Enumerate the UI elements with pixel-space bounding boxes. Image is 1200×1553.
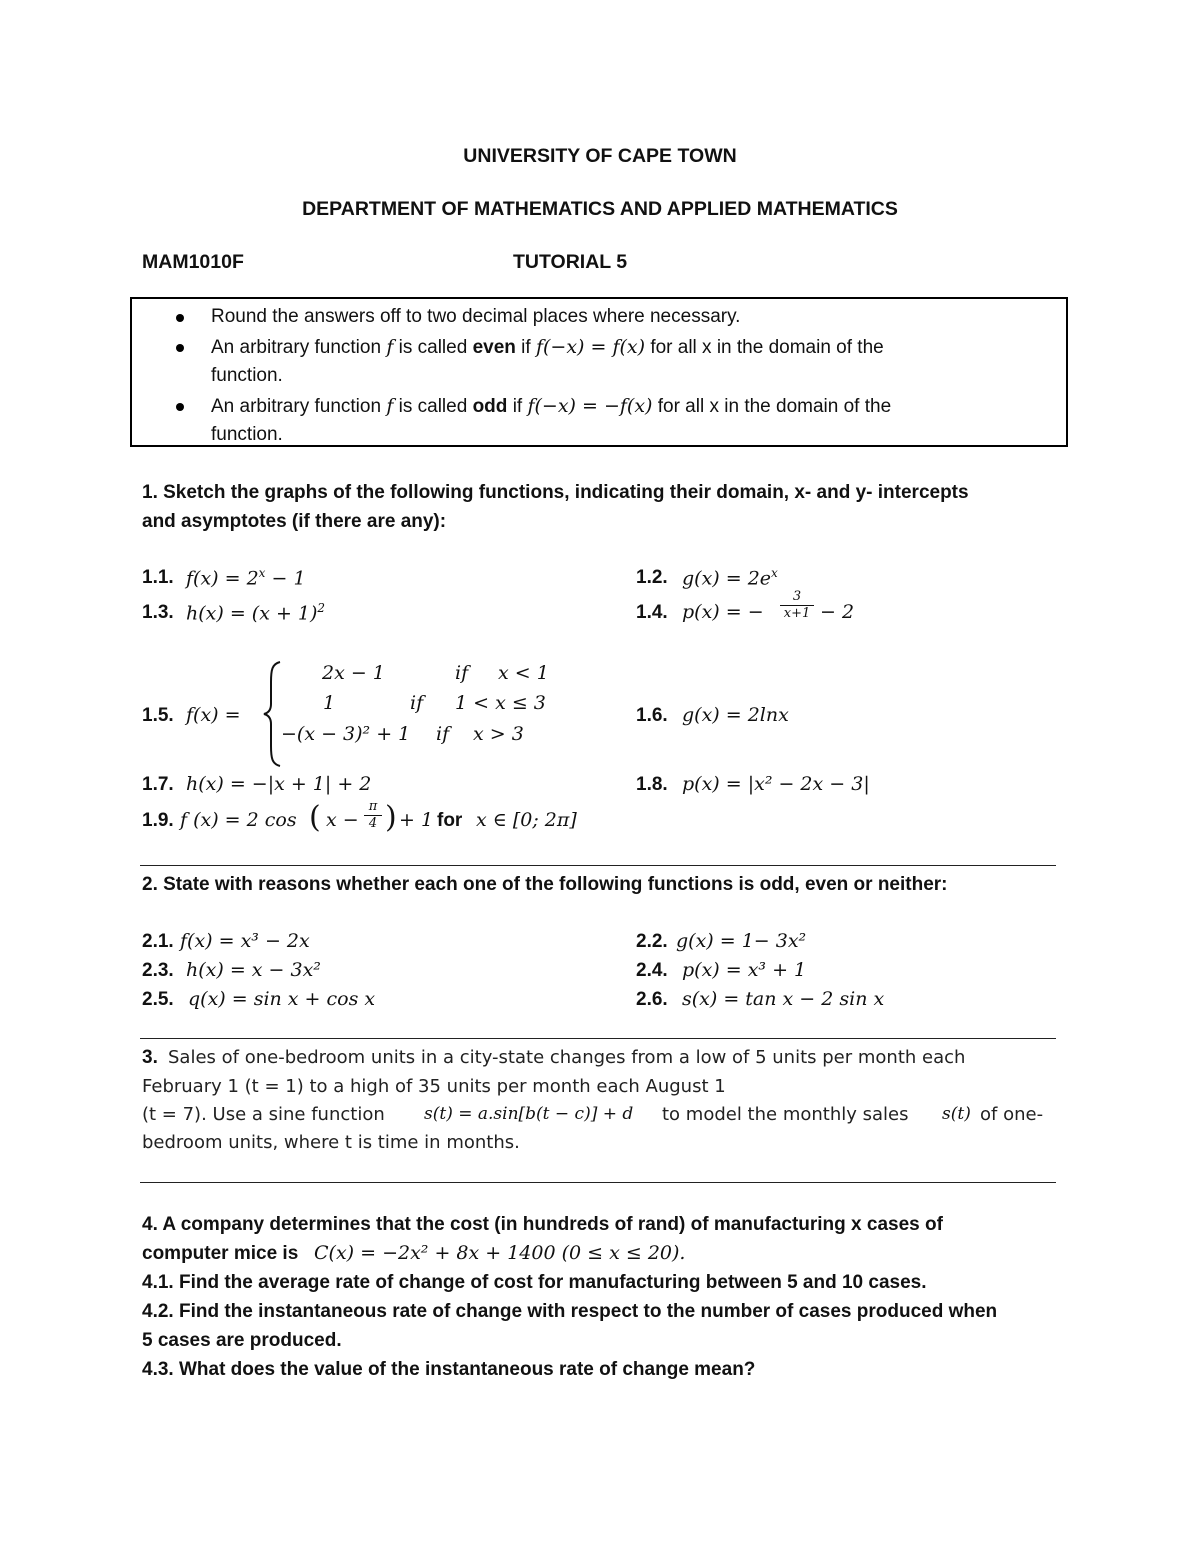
piece1-expression: 2x − 1 [322,662,385,684]
q2-5-number: 2.5. [142,989,174,1010]
q1-2-expression: $g(x) = 2e^x$ [682,566,778,590]
q3-line4: bedroom units, where t is time in months. [142,1132,520,1153]
section-divider [140,1182,1056,1183]
q2-5-expression: q(x) = sin x + cos x [188,988,376,1010]
q1-9-for: for [437,810,463,831]
q1-4-fraction: 3 x+1 [780,590,814,621]
q2-3-number: 2.3. [142,960,174,981]
q1-5-number: 1.5. [142,705,174,726]
q4-3: 4.3. What does the value of the instantaneous rate of change mean? [142,1359,756,1380]
q1-7-expression: h(x) = −|x + 1| + 2 [186,773,372,795]
university-title: UNIVERSITY OF CAPE TOWN [463,145,737,167]
q1-9-expression-a: f (x) = 2 cos [180,809,297,831]
q1-9-domain: x ∈ [0; 2π] [476,809,577,831]
left-brace-icon [262,660,286,768]
q2-2-number: 2.2. [636,931,668,952]
q1-title-line2: and asymptotes (if there are any): [142,511,447,532]
section-divider [140,865,1056,866]
q4-line2a: computer mice is [142,1243,299,1264]
q4-cost-expression: C(x) = −2x² + 8x + 1400 (0 ≤ x ≤ 20). [314,1242,686,1264]
q4-2-line2: 5 cases are produced. [142,1330,342,1351]
section-divider [140,1038,1056,1039]
q3-line3b: to model the monthly sales [662,1104,909,1125]
q2-2-expression: g(x) = 1− 3x² [676,930,807,952]
q2-3-expression: h(x) = x − 3x² [186,959,321,981]
q3-line1: Sales of one-bedroom units in a city-state changes from a low of 5 units per month each [168,1047,966,1068]
piece1-if: if [455,662,469,684]
q2-title: 2. State with reasons whether each one of the following functions is odd, even or neither: [142,874,948,895]
q1-6-number: 1.6. [636,705,668,726]
q2-4-expression: p(x) = x³ + 1 [682,959,807,981]
q1-title-line1: 1. Sketch the graphs of the following functions, indicating their domain, x- and y- intercepts [142,482,969,503]
q3-line3c: of one- [980,1104,1044,1125]
tutorial-number: TUTORIAL 5 [513,251,628,273]
q1-3-expression: $h(x) = (x + 1)^2$ [186,601,326,625]
q1-9-close-paren: ) [385,800,397,835]
piece3-expression: −(x − 3)² + 1 [281,723,411,745]
piece2-if: if [410,692,424,714]
q2-1-number: 2.1. [142,931,174,952]
piece1-condition: x < 1 [498,662,549,684]
course-code: MAM1010F [142,251,244,273]
q4-line1: 4. A company determines that the cost (in hundreds of rand) of manufacturing x cases of [142,1214,943,1235]
q1-2-number: 1.2. [636,567,668,588]
q1-1-expression: $f(x) = 2^x - 1$ [186,566,306,590]
q1-3-number: 1.3. [142,602,174,623]
q2-6-expression: s(x) = tan x − 2 sin x [682,988,885,1010]
q1-4-expression: p(x) = − [682,601,764,623]
instruction-odd-tail: function. [211,424,283,445]
q1-9-expression-b: x − [326,809,359,831]
instruction-rounding: Round the answers off to two decimal places where necessary. [211,306,741,327]
q3-line2: February 1 (t = 1) to a high of 35 units per month each August 1 [142,1076,726,1097]
q2-1-expression: f(x) = x³ − 2x [180,930,310,952]
q1-4-number: 1.4. [636,602,668,623]
bullet-icon [176,403,184,411]
q3-line3a: (t = 7). Use a sine function [142,1104,385,1125]
piece3-condition: x > 3 [473,723,524,745]
q1-6-expression: g(x) = 2lnx [682,704,789,726]
q2-6-number: 2.6. [636,989,668,1010]
instruction-even-tail: function. [211,365,283,386]
q3-sales-expression: s(t) [942,1104,971,1124]
piece3-if: if [436,723,450,745]
piece2-expression: 1 [323,692,336,714]
q1-9-expression-c: + 1 [399,809,434,831]
q1-9-number: 1.9. [142,810,174,831]
q1-8-expression: p(x) = |x² − 2x − 3| [682,773,870,795]
instruction-odd: An arbitrary function f is called odd if f(−x) = −f(x) for all x in the domain of the [211,395,892,417]
q3-model-expression: s(t) = a.sin[b(t − c)] + d [424,1104,634,1124]
q4-2-line1: 4.2. Find the instantaneous rate of change with respect to the number of cases produced when [142,1301,998,1322]
q4-1: 4.1. Find the average rate of change of cost for manufacturing between 5 and 10 cases. [142,1272,927,1293]
department-title: DEPARTMENT OF MATHEMATICS AND APPLIED MATHEMATICS [302,198,898,220]
q1-7-number: 1.7. [142,774,174,795]
q1-4-tail: − 2 [820,601,855,623]
instruction-even: An arbitrary function f is called even if f(−x) = f(x) for all x in the domain of the [211,336,884,358]
q2-4-number: 2.4. [636,960,668,981]
piece2-condition: 1 < x ≤ 3 [455,692,546,714]
bullet-icon [176,344,184,352]
q1-1-number: 1.1. [142,567,174,588]
q1-5-expression: f(x) = [186,704,241,726]
q1-8-number: 1.8. [636,774,668,795]
q3-number: 3. [142,1047,158,1068]
q1-9-fraction: π 4 [364,800,382,831]
q1-9-open-paren: ( [309,800,321,835]
bullet-icon [176,314,184,322]
